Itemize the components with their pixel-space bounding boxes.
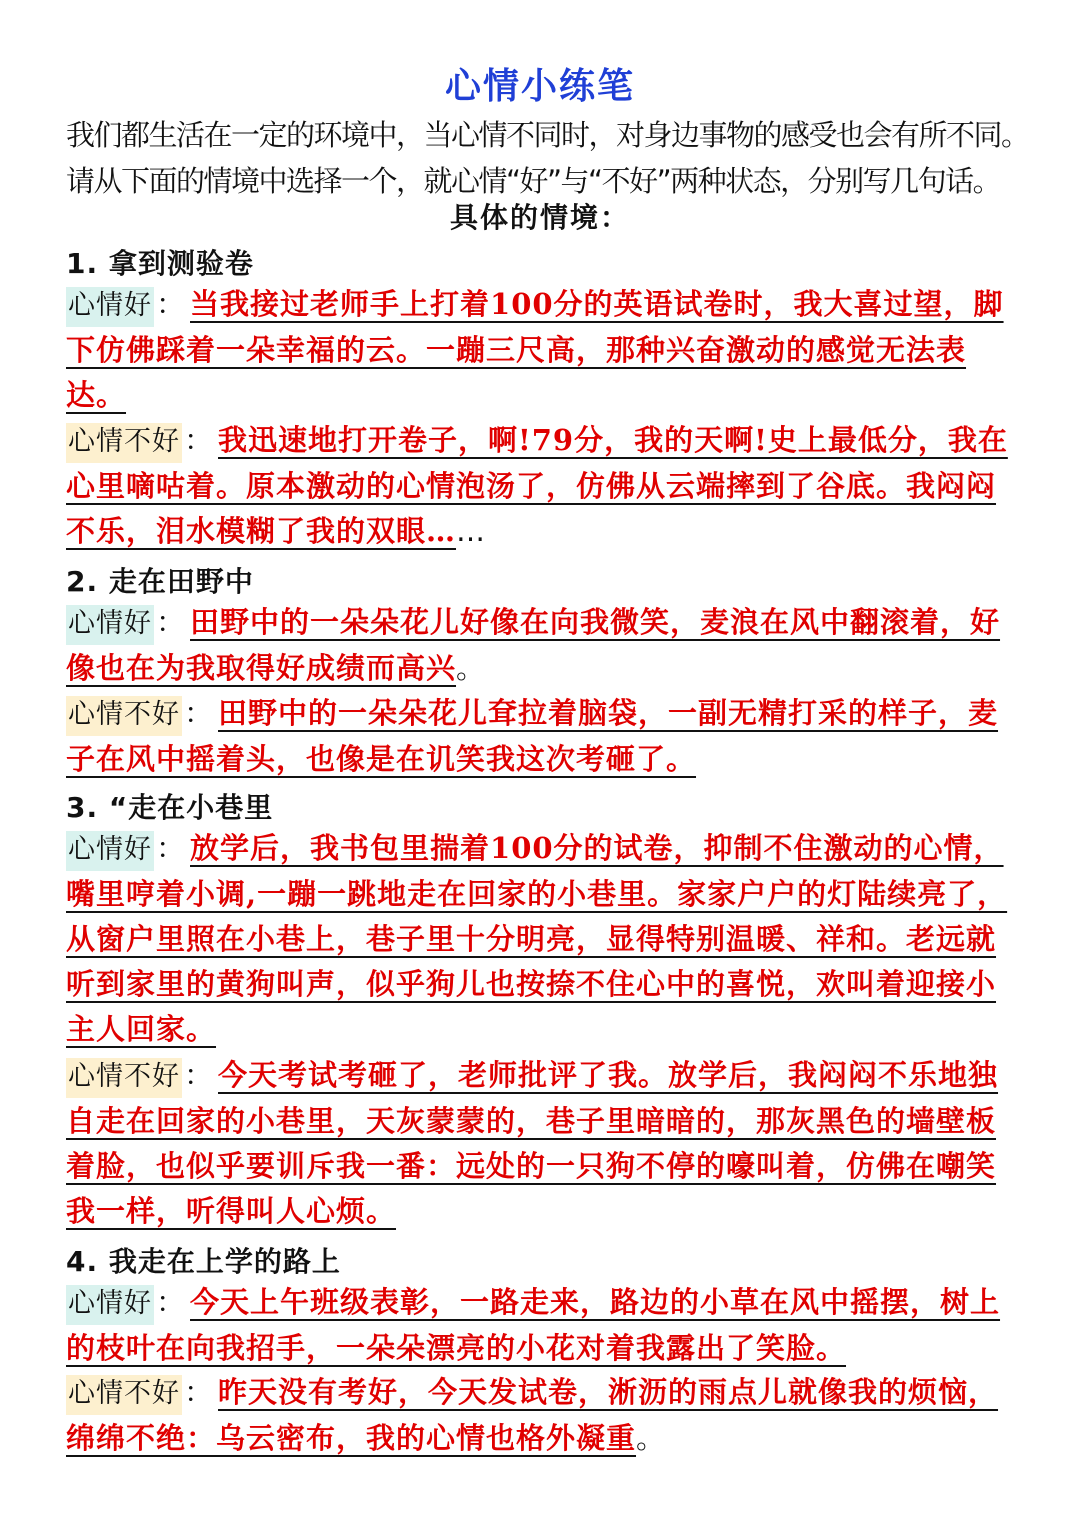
scenario-heading-1: 1. 拿到测验卷 xyxy=(66,247,254,280)
scenario-3-bad-entry xyxy=(66,1053,1014,1234)
scenario-heading-2: 2. 走在田野中 xyxy=(66,565,254,598)
scenario-1-good-entry xyxy=(66,282,1014,418)
text-tail: … xyxy=(456,514,487,548)
scenario-1-bad-entry xyxy=(66,418,1014,554)
scenario-2-good-entry xyxy=(66,600,1014,691)
good-mood-label: 心情好 xyxy=(66,605,154,645)
good-mood-label: 心情好 xyxy=(66,287,154,327)
bad-mood-label: 心情不好 xyxy=(66,1375,182,1415)
label-colon: ： xyxy=(184,1375,215,1409)
label-colon: ： xyxy=(156,1285,187,1319)
good-mood-label: 心情好 xyxy=(66,831,154,871)
good-mood-text: 当我接过老师手上打着100分的英语试卷时，我大喜过望，脚下仿佛踩着一朵幸福的云。一蹦三尺高，那种兴奋激动的感觉无法表达。 xyxy=(66,287,1004,412)
intro-line-2: 请从下面的情境中选择一个，就心情“好”与“不好”两种状态，分别写几句话。 xyxy=(66,164,1001,198)
scenario-heading-4: 4. 我走在上学的路上 xyxy=(66,1245,341,1278)
scenario-subheading: 具体的情境： xyxy=(449,201,630,234)
label-colon: ： xyxy=(156,605,187,639)
scenario-heading-3: 3. “走在小巷里 xyxy=(66,791,274,824)
scenario-2-bad-entry xyxy=(66,691,1014,782)
bad-mood-label: 心情不好 xyxy=(66,423,182,463)
text-tail: 。 xyxy=(636,1421,667,1455)
scenario-4-good-entry xyxy=(66,1280,1014,1371)
label-colon: ： xyxy=(156,287,187,321)
good-mood-text: 今天上午班级表彰，一路走来，路边的小草在风中摇摆，树上的枝叶在向我招手，一朵朵漂亮的小花对着我露出了笑脸。 xyxy=(66,1285,1001,1365)
good-mood-text: 放学后，我书包里揣着100分的试卷，抑制不住激动的心情，嘴里哼着小调,一蹦一跳地走在回家的小巷里。家家户户的灯陆续亮了，从窗户里照在小巷上，巷子里十分明亮，显得特别温暖、祥和。老远就听到家里的黄狗叫声，似乎狗儿也按捺不住心中的喜悦，欢叫着迎接小主人回家。 xyxy=(66,831,1008,1046)
good-mood-label: 心情好 xyxy=(66,1285,154,1325)
bad-mood-text: 我迅速地打开卷子，啊!79分，我的天啊!史上最低分，我在心里嘀咕着。原本激动的心情泡汤了，仿佛从云端摔到了谷底。我闷闷不乐，泪水模糊了我的双眼… xyxy=(66,423,1008,548)
scenario-3-good-entry xyxy=(66,826,1014,1052)
intro-line-1: 我们都生活在一定的环境中，当心情不同时，对身边事物的感受也会有所不同。 xyxy=(66,118,1029,152)
bad-mood-text: 今天考试考砸了，老师批评了我。放学后，我闷闷不乐地独自走在回家的小巷里，天灰蒙蒙的，巷子里暗暗的，那灰黑色的墙壁板着脸，也似乎要训斥我一番：远处的一只狗不停的嚎叫着，仿佛在嘲笑我一样，听得叫人心烦。 xyxy=(66,1058,999,1228)
page-title: 心情小练笔 xyxy=(444,66,635,107)
scenario-4-bad-entry xyxy=(66,1370,1014,1461)
label-colon: ： xyxy=(156,831,187,865)
text-tail: 。 xyxy=(456,651,487,685)
good-mood-text: 田野中的一朵朵花儿好像在向我微笑，麦浪在风中翻滚着，好像也在为我取得好成绩而高兴 xyxy=(66,605,1001,685)
bad-mood-label: 心情不好 xyxy=(66,1058,182,1098)
label-colon: ： xyxy=(184,423,215,457)
bad-mood-label: 心情不好 xyxy=(66,696,182,736)
label-colon: ： xyxy=(184,696,215,730)
bad-mood-text: 田野中的一朵朵花儿耷拉着脑袋，一副无精打采的样子，麦子在风中摇着头，也像是在讥笑我这次考砸了。 xyxy=(66,696,999,776)
label-colon: ： xyxy=(184,1058,215,1092)
bad-mood-text: 昨天没有考好，今天发试卷，淅沥的雨点儿就像我的烦恼，绵绵不绝：乌云密布，我的心情也格外凝重 xyxy=(66,1375,999,1455)
